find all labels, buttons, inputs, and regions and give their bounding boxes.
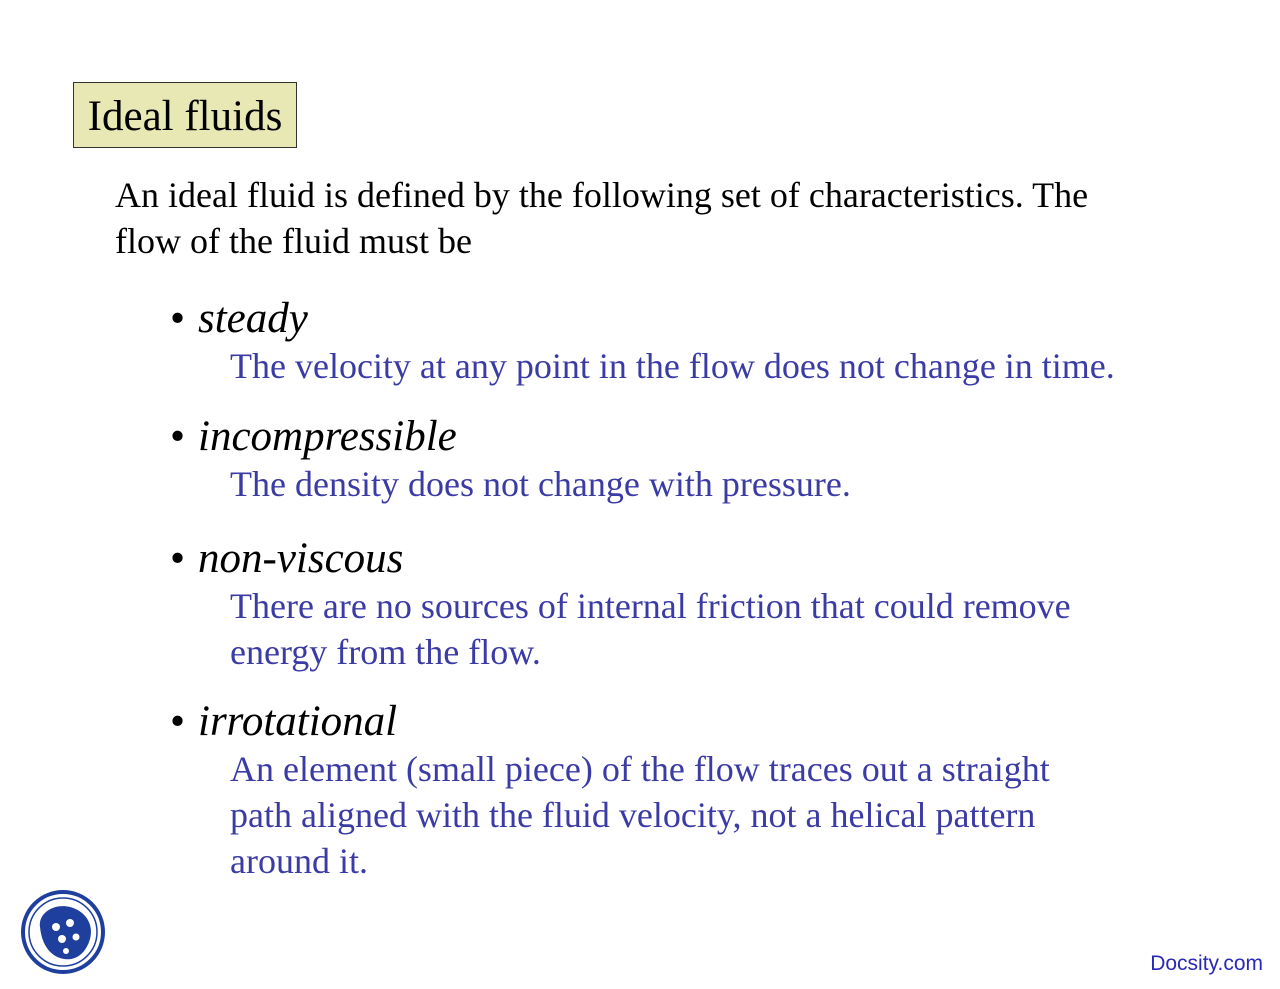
list-item-irrotational xyxy=(170,698,1230,884)
item-heading xyxy=(170,413,1230,461)
intro-paragraph xyxy=(115,172,1215,264)
item-description xyxy=(230,746,1230,884)
item-term: incompressible xyxy=(198,413,457,460)
item-description xyxy=(230,583,1230,675)
list-item-incompressible xyxy=(170,413,1230,507)
bullet-icon: • xyxy=(170,535,186,582)
bullet-icon: • xyxy=(170,413,186,460)
slide-title-box xyxy=(73,82,297,148)
university-seal-icon xyxy=(20,889,106,975)
bullet-icon: • xyxy=(170,295,186,342)
item-heading xyxy=(170,535,1230,583)
intro-line: flow of the fluid must be xyxy=(115,221,472,261)
item-term: steady xyxy=(198,295,308,342)
description-line: around it. xyxy=(230,841,368,881)
intro-line: An ideal fluid is defined by the following set of characteristics. The xyxy=(115,175,1089,215)
item-heading xyxy=(170,295,1230,343)
description-line: There are no sources of internal friction that could remove xyxy=(230,586,1071,626)
list-item-non-viscous xyxy=(170,535,1230,675)
item-heading xyxy=(170,698,1230,746)
bullet-icon: • xyxy=(170,698,186,745)
description-line: The velocity at any point in the flow does not change in time. xyxy=(230,346,1115,386)
description-line: path aligned with the fluid velocity, not a helical pattern xyxy=(230,795,1036,835)
item-description xyxy=(230,343,1230,389)
slide-title: Ideal fluids xyxy=(87,92,283,140)
list-item-steady xyxy=(170,295,1230,389)
item-term: irrotational xyxy=(198,698,398,745)
docsity-watermark[interactable]: Docsity.com xyxy=(1150,952,1263,975)
description-line: An element (small piece) of the flow traces out a straight xyxy=(230,749,1050,789)
description-line: energy from the flow. xyxy=(230,632,541,672)
item-term: non-viscous xyxy=(198,535,404,582)
description-line: The density does not change with pressure. xyxy=(230,464,851,504)
item-description xyxy=(230,461,1230,507)
